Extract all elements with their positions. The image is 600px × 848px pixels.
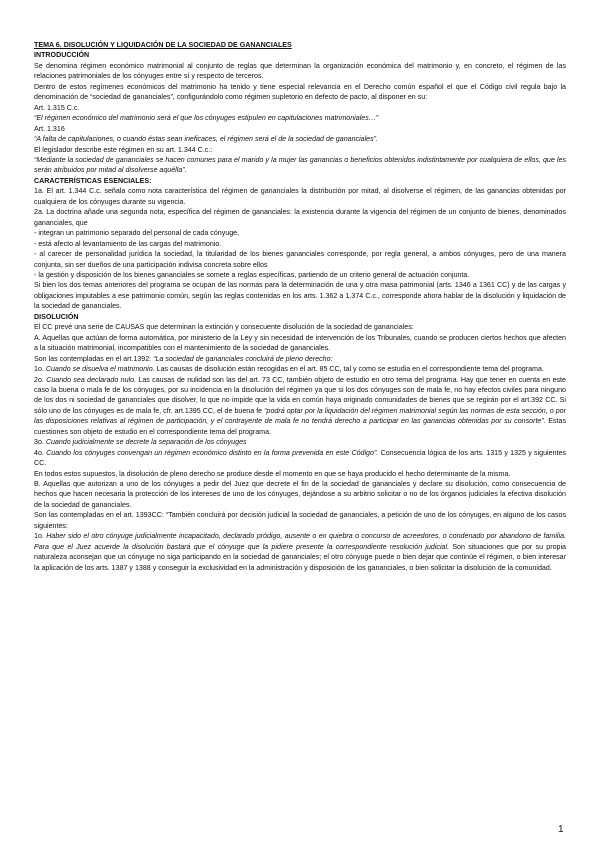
text-run: 1o. (34, 532, 47, 541)
paragraph: B. Aquellas que autorizan a uno de los cónyuges a pedir del Juez que decrete el fin de la sociedad de gananciales y declare su disolución, como consecuencia de hechos que hacen necesaria la protección de los intereses de uno de los cónyuges, dejándose a su arbitrio solicitar o no de los órganos judiciales la efectiva disolución de la sociedad de gananciales. (34, 480, 566, 509)
text-run: Las causas de nulidad son las del art. 73 CC, también objeto de estudio en otro tema del programa. Hay que tener en cuenta en este caso la buena o mala fe de los cónyuges, por su incidencia en la disolución del régimen ya que si los dos cónyuges son de mala fe, no hay efectos civiles para ninguno de los dos ni sociedad de gananciales que disolver, lo que no impide que la vida en común haya originado comunidades de bienes que se regirán por el art.392 CC. Si sólo uno de los cónyuges es de mala fe, cfr. art.1395 CC, el de buena fe (34, 375, 566, 415)
list-item: - integran un patrimonio separado del personal de cada cónyuge, (34, 229, 240, 238)
text-run: Haber sido el otro cónyuge judicialmente incapacitado, declarado pródigo, ausente o en quiebra o concurso de acreedores, o condenado por abandono de familia. Para que el Juez acuerde la disolución bastará que el cónyuge que la pidiere presente la correspondiente resolución judicial. (34, 532, 566, 551)
paragraph: Dentro de estos regímenes económicos del matrimonio ha tenido y tiene especial relevancia en el Derecho común español el que el Código civil regula bajo la denominación de “sociedad de gananciales”, configurándolo como régimen supletorio en defecto de pacto, al disponer en su: (34, 82, 566, 102)
paragraph: Son las contempladas en el art. 1393CC: “También concluirá por decisión judicial la sociedad de gananciales, a petición de uno de los cónyuges, en alguno de los casos siguientes: (34, 511, 566, 530)
text-run: 2o. (34, 375, 47, 384)
text-run: Estas cuestiones son objeto de estudio en el correspondiente tema del programa. (34, 417, 567, 436)
page-number: 1 (558, 824, 564, 835)
paragraph: Si bien los dos temas anteriores del programa se ocupan de las normas para la determinación de una y otra masa patrimonial (arts. 1346 a 1361 CC) y de las cargas y obligaciones imputables a ese patrimonio común, según las reglas contenidas en los arts. 1.362 a 1.374 C.c., corresponde ahora hablar de la disolución y liquidación de la sociedad de gananciales. (34, 281, 566, 311)
paragraph: Se denomina régimen económico matrimonial al conjunto de reglas que determinan la organización económica del matrimonio y, en concreto, el régimen de las relaciones patrimoniales de los cónyuges entre sí y respecto de terceros. (34, 61, 566, 81)
heading-introduccion: INTRODUCCIÓN (34, 51, 90, 60)
article-quote: “A falta de capitulaciones, o cuando éstas sean ineficaces, el régimen será el de la sociedad de gananciales”. (34, 135, 378, 144)
text-run: 4o. (34, 448, 47, 457)
paragraph: 1a. El art. 1.344 C.c. señala como nota característica del régimen de gananciales la distribución por mitad, al disolverse el régimen, de las ganancias obtenidas por cualquiera de los cónyuges durante su vigencia. (34, 187, 566, 206)
paragraph: En todos estos supuestos, la disolución de pleno derecho se produce desde el momento en que se haya producido el hecho determinante de la misma. (34, 469, 511, 478)
text-run: Son las contempladas en el art.1392: (34, 354, 154, 363)
article-quote: “El régimen económico del matrimonio será el que los cónyuges estipulen en capitulaciones matrimoniales…” (34, 114, 379, 123)
text-run: Cuando se disuelva el matrimonio. (45, 365, 155, 374)
text-run: Cuando sea declarado nulo. (46, 375, 137, 384)
paragraph: 2a. La doctrina añade una segunda nota, específica del régimen de gananciales: la existencia durante la vigencia del régimen de un conjunto de bienes, denominados gananciales, que (34, 208, 566, 227)
article-label: Art. 1.316 (34, 124, 65, 133)
heading-caracteristicas: CARACTERÍSTICAS ESENCIALES: (34, 176, 152, 185)
text-run: “La sociedad de gananciales concluirá de pleno derecho: (153, 354, 333, 363)
text-run: Son situaciones que por su propia naturaleza aconsejan que un cónyuge no siga participando en la sociedad de gananciales; el otro cónyuge puede o bien dejar que continúe el régimen, o bien interesar la aplicación de los arts. 1387 y 1388 y conseguir la exclusividad en la administración y disposición de los gananciales, o bien solicitar la disolución de la comunidad. (34, 542, 566, 572)
list-item (34, 448, 566, 469)
list-item (34, 364, 566, 374)
list-item: - está afecto al levantamiento de las cargas del matrimonio. (34, 239, 222, 248)
paragraph (34, 354, 566, 364)
paragraph: El CC prevé una serie de CAUSAS que determinan la extinción y consecuente disolución de la sociedad de gananciales: (34, 323, 414, 332)
article-quote: “Mediante la sociedad de gananciales se hacen comunes para el marido y la mujer las ganancias o beneficios obtenidos indistintamente por cualquiera de ellos, que les serán atribuidos por mitad al disolverse aquélla”. (34, 155, 566, 175)
article-label: Art. 1.315 C.c. (34, 103, 80, 112)
document-body (34, 40, 566, 573)
list-item (34, 375, 566, 438)
paragraph: A. Aquellas que actúan de forma automática, por ministerio de la Ley y sin necesidad de intervención de los Tribunales, cuando se producen ciertos hechos que afecten a la situación matrimonial, incompatibles con el mantenimiento de la sociedad de gananciales. (34, 333, 566, 353)
document-title: TEMA 6. DISOLUCIÓN Y LIQUIDACIÓN DE LA SOCIEDAD DE GANANCIALES (34, 41, 292, 49)
heading-disolucion: DISOLUCIÓN (34, 312, 79, 321)
text-run: 3o. (34, 438, 46, 447)
text-run: 1o. (34, 365, 46, 374)
text-run: Cuando los cónyuges convengan un régimen económico distinto en la forma prevenida en este Código”. (46, 448, 379, 457)
list-item (34, 531, 566, 573)
text-run: Consecuencia lógica de los arts. 1315 y 1325 y siguientes CC. (34, 448, 566, 468)
list-item (34, 437, 566, 447)
text-run: Las causas de disolución están recogidas en el art. 85 CC, tal y como se estudia en el correspondiente tema del programa. (154, 365, 544, 374)
list-item: - al carecer de personalidad jurídica la sociedad, la titularidad de los bienes gananciales corresponde, por regla general, a ambos cónyuges, pero de una manera conjunta, sin ser dueños de una participación indivisa concreta sobre ellos (34, 250, 566, 269)
text-run: “podrá optar por la liquidación del régimen matrimonial según las normas de esta sección, o por las disposiciones relativas al régimen de participación, y el contrayente de mala fe no tendrá derecho a participar en las ganancias obtenidas por su consorte”. (34, 406, 566, 426)
list-item: - la gestión y disposición de los bienes gananciales se somete a reglas específicas, partiendo de un criterio general de actuación conjunta. (34, 270, 470, 279)
text-run: Cuando judicialmente se decrete la separación de los cónyuges (45, 438, 247, 447)
paragraph: El legislador describe este régimen en su art. 1.344 C.c.: (34, 145, 213, 154)
